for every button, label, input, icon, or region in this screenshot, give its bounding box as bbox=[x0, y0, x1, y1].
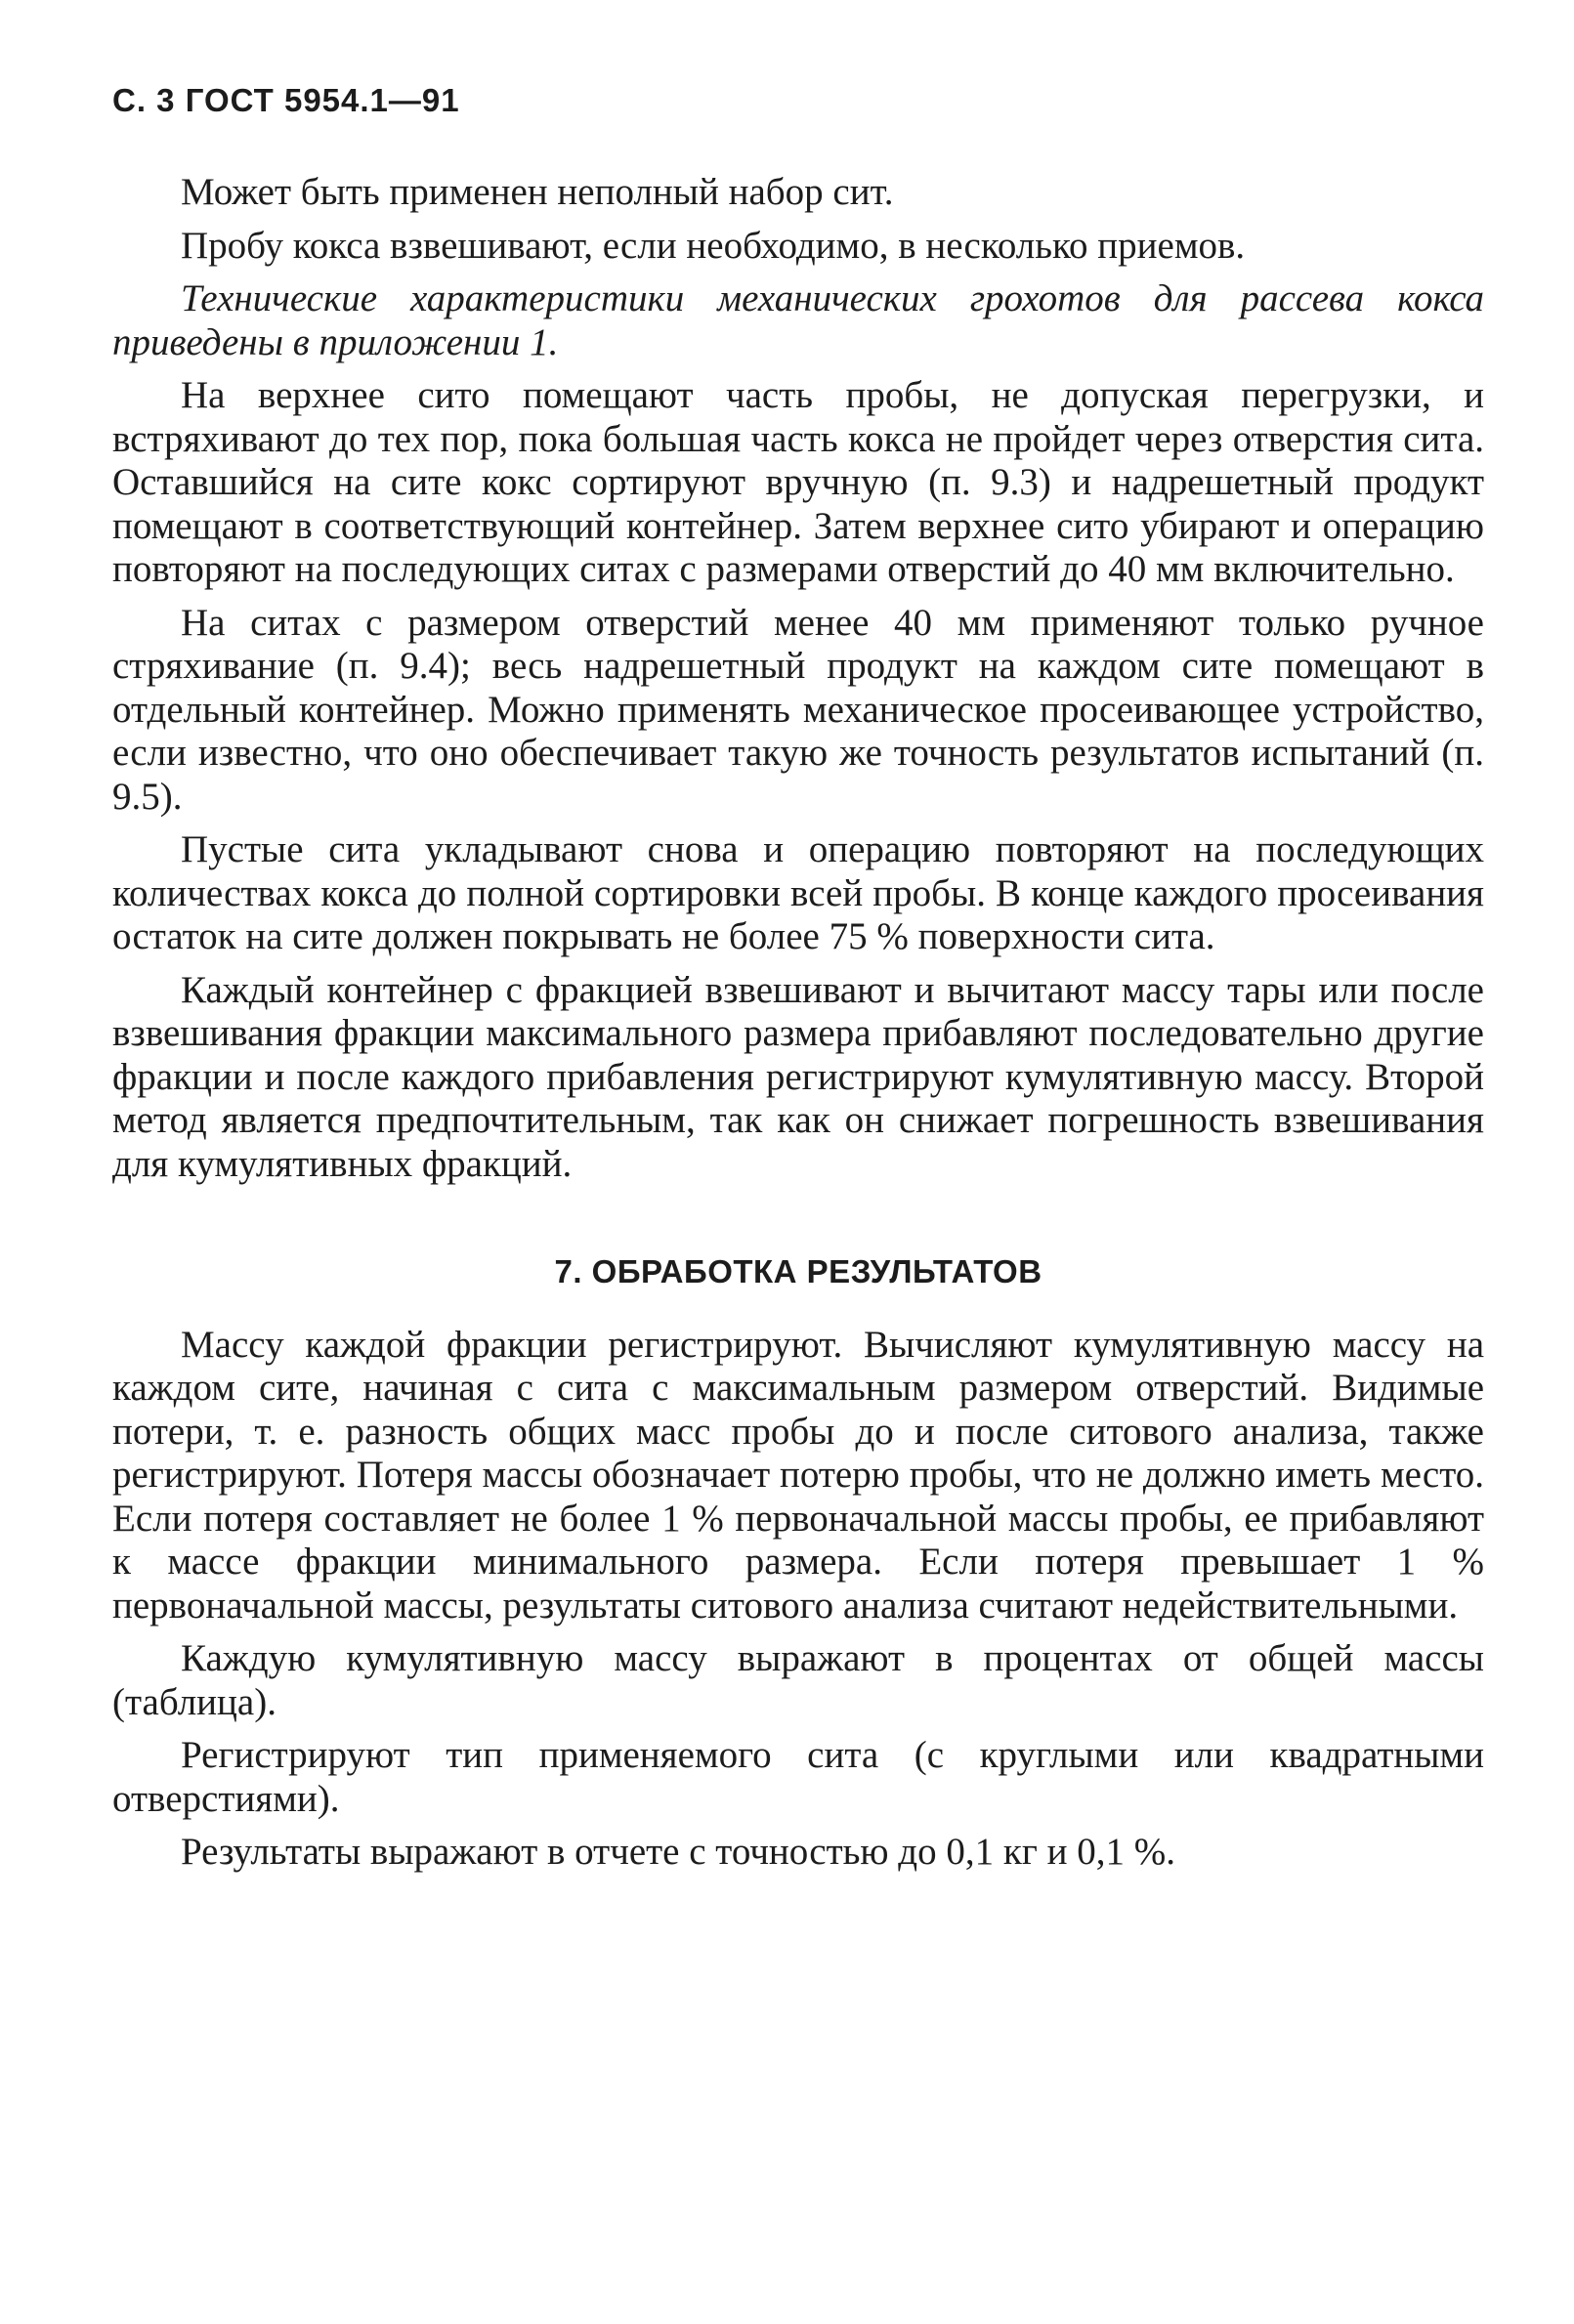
paragraph-repeat-operation: Пустые сита укладывают снова и операцию повторяют на последующих количествах кокса до полной сортировки всей пробы. В конце каждого просеивания остаток на сите должен покрывать не более 75 % поверхности сита. bbox=[112, 828, 1484, 957]
paragraph-sieve-type: Регистрируют тип применяемого сита (с круглыми или квадратными отверстиями). bbox=[112, 1734, 1484, 1820]
section-title-results: 7. ОБРАБОТКА РЕЗУЛЬТАТОВ bbox=[554, 1253, 1042, 1289]
paragraph-fraction-mass: Массу каждой фракции регистрируют. Вычисляют кумулятивную массу на каждом сите, начиная с сита с максимальным размером отверстий. Видимые потери, т. е. разность общих масс пробы до и после ситового анализа, также регистрируют. Потеря массы обозначает потерю пробы, что не должно иметь место. Если потеря составляет не более 1 % первоначальной массы пробы, ее прибавляют к массе фракции минимального размера. Если потеря превышает 1 % первоначальной массы, результаты ситового анализа считают недействительными. bbox=[112, 1323, 1484, 1627]
paragraph-precision: Результаты выражают в отчете с точностью до 0,1 кг и 0,1 %. bbox=[181, 1831, 1175, 1873]
paragraph-cumulative-percent: Каждую кумулятивную массу выражают в процентах от общей массы (таблица). bbox=[112, 1637, 1484, 1723]
paragraph-top-sieve-procedure: На верхнее сито помещают часть пробы, не допуская перегрузки, и встряхивают до тех пор, пока большая часть кокса не пройдет через отверстия сита. Оставшийся на сите кокс сортируют вручную (п. 9.3) и надрешетный продукт помещают в соответствующий контейнер. Затем верхнее сито убирают и операцию повторяют на последующих ситах с размерами отверстий до 40 мм включительно. bbox=[112, 374, 1484, 590]
document-body bbox=[112, 171, 1484, 1884]
paragraph-screen-specs-note: Технические характеристики механических грохотов для рассева кокса приведены в приложении 1. bbox=[112, 277, 1484, 363]
paragraph-weighing-portions: Пробу кокса взвешивают, если необходимо, в несколько приемов. bbox=[181, 224, 1246, 267]
paragraph-small-sieves: На ситах с размером отверстий менее 40 мм применяют только ручное стряхивание (п. 9.4); весь надрешетный продукт на каждом сите помещают в отдельный контейнер. Можно применять механическое просеивающее устройство, если известно, что оно обеспечивает такую же точность результатов испытаний (п. 9.5). bbox=[112, 601, 1484, 818]
running-head: С. 3 ГОСТ 5954.1—91 bbox=[112, 82, 460, 118]
paragraph-container-weighing: Каждый контейнер с фракцией взвешивают и вычитают массу тары или после взвешивания фракции максимального размера прибавляют последовательно другие фракции и после каждого прибавления регистрируют кумулятивную массу. Второй метод является предпочтительным, так как он снижает погрешность взвешивания для кумулятивных фракций. bbox=[112, 968, 1484, 1185]
paragraph-incomplete-sieve-set: Может быть применен неполный набор сит. bbox=[181, 171, 894, 213]
